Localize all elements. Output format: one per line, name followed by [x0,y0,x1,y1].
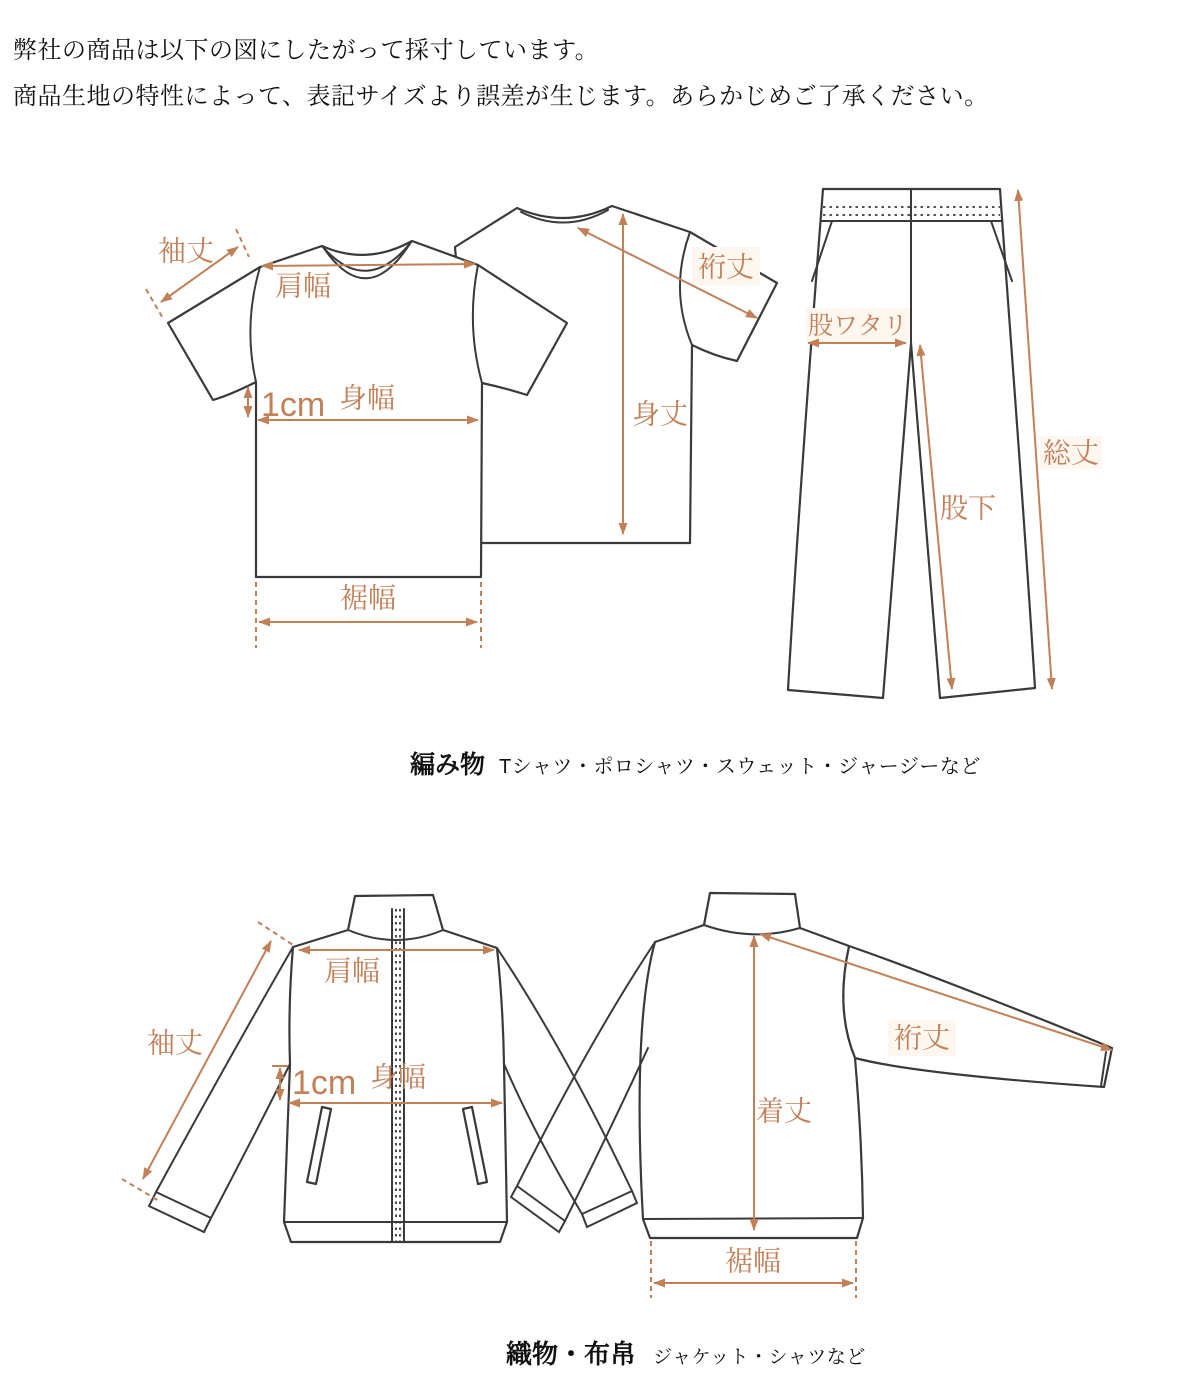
woven-caption-desc: ジャケット・シャツなど [653,1347,866,1368]
jacket-back-outline [640,893,863,1238]
sleeve-length-guide-bottom [146,289,164,320]
woven-diagram [122,893,1112,1298]
jacket-back-left-cuff-line [517,1186,565,1221]
knit-diagram [122,189,1112,1298]
jacket-garment-length-label: 着丈 [755,1095,813,1127]
shoulder-width-label: 肩幅 [274,270,332,302]
jacket-back-sleeve-length-label: 裄丈 [893,1022,951,1054]
body-width-label: 身幅 [338,382,396,414]
woven-caption-title: 織物・布帛 [506,1339,637,1369]
jacket-sleeve-length-arrow [143,941,271,1179]
body-length-label: 身丈 [631,398,689,430]
woven-caption [506,1334,866,1371]
sleeve-length-guide-top [236,229,249,257]
knit-caption-title: 編み物 [410,751,486,779]
seam-offset-label: 1cm [261,386,326,424]
jacket-body-width-label: 身幅 [369,1061,427,1093]
back-sleeve-length-label: 裄丈 [697,251,755,283]
header-line-1: 弊社の商品は以下の図にしたがって採寸しています。 [13,37,600,64]
thigh-width-label: 股ワタリ [808,312,908,340]
jacket-sleeve-guide-top [258,922,293,945]
jacket-front-right-cuff-line [582,1191,632,1214]
knit-caption [410,745,981,781]
inseam-label: 股下 [939,492,997,524]
total-length-label: 総丈 [1042,437,1100,469]
jacket-sleeve-guide-bottom [122,1179,159,1201]
hem-width-label: 裾幅 [339,582,397,614]
knit-caption-desc: Tシャツ・ポロシャツ・スウェット・ジャージーなど [499,756,981,778]
sleeve-length-label: 袖丈 [157,235,215,267]
jacket-back-drawing [640,893,1112,1238]
jacket-back-right-sleeve [843,946,1112,1087]
jacket-sleeve-length-label: 袖丈 [146,1027,204,1059]
woven-measurements [122,922,1112,1298]
jacket-shoulder-width-label: 肩幅 [323,955,381,987]
jacket-seam-offset-label: 1cm [292,1064,357,1102]
jacket-back-left-sleeve [511,942,655,1232]
header-line-2: 商品生地の特性によって、表記サイズより誤差が生じます。あらかじめご了承ください。 [13,83,989,110]
jacket-front-left-sleeve [146,947,293,1232]
pants-drawing [788,189,1035,698]
jacket-hem-width-label: 裾幅 [724,1245,782,1277]
